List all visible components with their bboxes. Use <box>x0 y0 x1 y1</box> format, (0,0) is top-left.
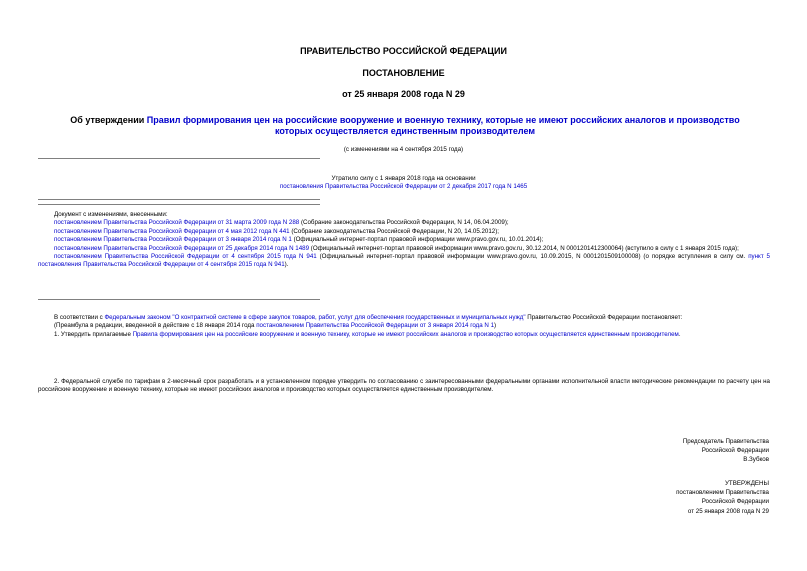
item-2: 2. Федеральной службе по тарифам в 2-месячный срок разработать и в установленном порядке утвердить по согласованию с заинтересованными федеральными органами исполнительной власти методические рекомендации по расчету цен на российские вооружение и военную технику, которые не имеют российских аналогов и производство которых осуществляется единственным производителем. <box>38 378 770 394</box>
approval-block <box>676 479 769 516</box>
signature-block <box>683 437 769 465</box>
divider <box>38 299 320 300</box>
document-type-heading: ПОСТАНОВЛЕНИЕ <box>362 68 445 78</box>
divider <box>38 158 320 159</box>
basis-paragraph: В соответствии с Федеральным законом "О контрактной системе в сфере закупок товаров, работ, услуг для обеспечения государственных и муниципальных нужд" Правительство Российской Федерации постановляет: <box>54 314 683 321</box>
approved-heading: УТВЕРЖДЕНЫ <box>725 480 769 487</box>
expired-basis <box>0 183 807 191</box>
divider <box>38 204 320 205</box>
signer-title-2: Российской Федерации <box>701 447 769 455</box>
federal-law-link[interactable]: Федеральным законом "О контрактной системе в сфере закупок товаров, работ, услуг для обеспечения государственных и муниципальных нужд" <box>104 314 526 321</box>
document-subject <box>60 115 750 137</box>
amendment-item: постановлением Правительства Российской Федерации от 3 января 2014 года N 1 (Официальный интернет-портал правовой информации www.pravo.gov.ru, 10.01.2014); <box>54 236 544 244</box>
amendment-link[interactable]: постановлением Правительства Российской Федерации от 3 января 2014 года N 1 <box>54 236 292 244</box>
amendment-item: постановлением Правительства Российской Федерации от 25 декабря 2014 года N 1489 (Официальный интернет-портал правовой информации www.pravo.gov.ru, 30.12.2014, N 0001201412300064) (вступило в силу с 1 января 2015 года); <box>54 244 739 252</box>
expired-basis-link[interactable]: постановления Правительства Российской Федерации от 2 декабря 2017 года N 1465 <box>279 183 528 190</box>
subject-rules-link[interactable]: Правил формирования цен на российские вооружение и военную технику, которые не имеют российских аналогов и производство которых осуществляется единственным производителем <box>146 115 740 136</box>
expired-note: Утратило силу с 1 января 2018 года на основании <box>331 175 476 182</box>
amendments-intro: Документ с изменениями, внесенными: <box>54 211 168 218</box>
amendments-list <box>38 211 770 270</box>
subject-prefix: Об утверждении <box>70 115 147 125</box>
preamble-link[interactable]: постановлением Правительства Российской Федерации от 3 января 2014 года N 1 <box>256 322 495 330</box>
amendment-item: постановлением Правительства Российской Федерации от 31 марта 2009 года N 288 (Собрание законодательства Российской Федерации, N 14, 06.04.2009); <box>54 219 509 227</box>
approved-by: постановлением Правительства <box>676 489 769 497</box>
amendment-item: постановлением Правительства Российской Федерации от 4 сентября 2015 года N 941 (Официальный интернет-портал правовой информации www.pravo.gov.ru, 10.09.2015, N 0001201509100008) (о порядке вступления в силу см. пункт 5 постановления Правительства Российской Федерации от 4 сентября 2015 года N 941). <box>38 253 770 269</box>
amendment-link[interactable]: постановлением Правительства Российской Федерации от 4 мая 2012 года N 441 <box>54 227 290 235</box>
rules-link[interactable]: Правила формирования цен на российские вооружение и военную технику, которые не имеют российских аналогов и производство которых осуществляется единственным производителем <box>132 330 679 338</box>
preamble-note: (Преамбула в редакции, введенной в действие с 18 января 2014 года постановлением Правительства Российской Федерации от 3 января 2014 года N 1) <box>54 322 497 330</box>
signer-name: В.Зубков <box>743 456 769 464</box>
amendment-link[interactable]: постановлением Правительства Российской Федерации от 4 сентября 2015 года N 941 <box>54 253 317 261</box>
amendment-item: постановлением Правительства Российской Федерации от 4 мая 2012 года N 441 (Собрание законодательства Российской Федерации, N 20, 14.05.2012); <box>54 227 500 235</box>
decree-body <box>38 314 770 339</box>
divider <box>38 199 320 200</box>
document-date-number: от 25 января 2008 года N 29 <box>342 89 465 99</box>
item-1: 1. Утвердить прилагаемые Правила формирования цен на российские вооружение и военную технику, которые не имеют российских аналогов и производство которых осуществляется единственным производителем. <box>54 330 681 338</box>
signer-title: Председатель Правительства <box>682 438 769 445</box>
changes-note: (с изменениями на 4 сентября 2015 года) <box>343 146 464 153</box>
amendment-clause-link[interactable]: пункт 5 постановления Правительства Российской Федерации от 4 сентября 2015 года N 941 <box>38 253 770 269</box>
amendment-link[interactable]: постановлением Правительства Российской Федерации от 25 декабря 2014 года N 1489 <box>54 244 310 252</box>
authority-heading: ПРАВИТЕЛЬСТВО РОССИЙСКОЙ ФЕДЕРАЦИИ <box>300 46 507 56</box>
amendment-link[interactable]: постановлением Правительства Российской Федерации от 31 марта 2009 года N 288 <box>54 219 300 227</box>
approved-by-2: Российской Федерации <box>701 498 769 506</box>
approved-date: от 25 января 2008 года N 29 <box>687 507 769 515</box>
